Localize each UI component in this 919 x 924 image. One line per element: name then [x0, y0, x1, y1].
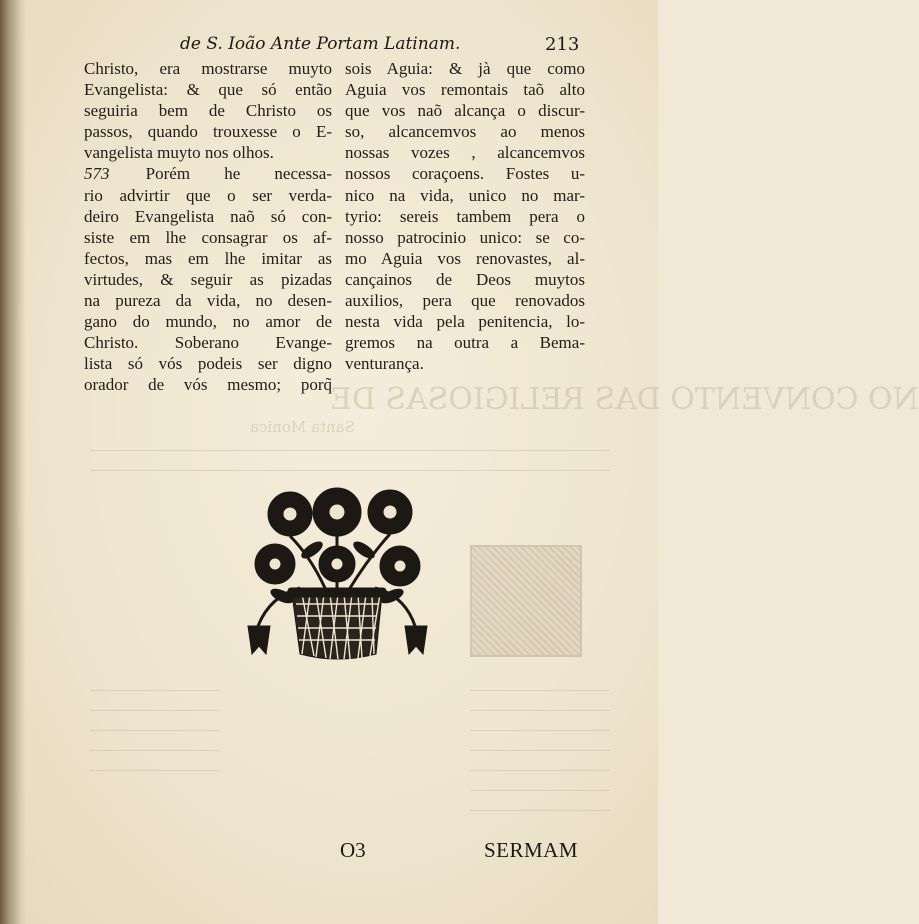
text-line: nossas vozes , alcancemvos	[345, 143, 585, 163]
text-line: so, alcancemvos ao menos	[345, 122, 585, 142]
bleed-through-text: Santa Monica	[250, 418, 355, 436]
text-line: lista só vós podeis ser digno	[84, 354, 332, 374]
binding-gutter	[0, 0, 26, 924]
text-line: nosso patrocinio unico: se co-	[345, 227, 585, 247]
catchword: SERMAM	[484, 838, 579, 862]
text-line: Evangelista: & que só então	[84, 80, 332, 100]
text-line: mo Aguia vos renovastes, al-	[345, 248, 585, 268]
paragraph-start-line	[84, 163, 332, 184]
running-title: de S. Ioão Ante Portam Latinam.	[180, 34, 461, 54]
left-text-column	[84, 58, 332, 396]
text-line: fectos, mas em lhe imitar as	[84, 248, 332, 268]
text-line: rio advirtir que o ser verda-	[84, 185, 332, 205]
text-line: gano do mundo, no amor de	[84, 312, 332, 332]
text-line: sois Aguia: & jà que como	[345, 59, 585, 78]
text-line: Christo. Soberano Evange-	[84, 333, 332, 353]
text-line: virtudes, & seguir as pizadas	[84, 269, 332, 289]
text-line: orador de vós mesmo; porq̃	[84, 375, 332, 395]
bleed-through-initial	[470, 545, 582, 657]
text-line: auxilios, pera que renovados	[345, 291, 585, 311]
text-line: seguiria bem de Christo os	[84, 101, 332, 121]
text-line: gremos na outra a Bema-	[345, 333, 585, 353]
running-header	[0, 34, 658, 58]
text-line: venturança.	[345, 354, 424, 374]
page-number: 213	[545, 34, 580, 55]
text-line: tyrio: sereis tambem pera o	[345, 206, 585, 226]
text-line: Aguia vos remontais taõ alto	[345, 80, 585, 100]
text-line: que vos naõ alcança o discur-	[345, 101, 585, 121]
text-line: vangelista muyto nos olhos.	[84, 143, 274, 163]
text-line: nesta vida pela penitencia, lo-	[345, 312, 585, 332]
right-text-column	[345, 58, 585, 374]
text-line: Christo, era mostrarse muyto	[84, 59, 332, 78]
text-line: passos, quando trouxesse o E-	[84, 122, 332, 142]
text-line: na pureza da vida, no desen-	[84, 291, 332, 311]
text-line: cançainos de Deos muytos	[345, 269, 585, 289]
text-line: deiro Evangelista naõ só con-	[84, 206, 332, 226]
signature-mark: O3	[340, 838, 366, 862]
paragraph-number: 573	[84, 164, 110, 184]
text-line: Porém he necessa-	[145, 164, 332, 184]
text-line: siste em lhe consagrar os af-	[84, 227, 332, 247]
text-line: nossos coraçoens. Fostes u-	[345, 164, 585, 184]
bleed-through-heading: NO CONVENTO DAS RELIGIOSAS DE	[330, 382, 919, 417]
text-line: nico na vida, unico no mar-	[345, 185, 585, 205]
flower-basket-woodcut-icon	[230, 476, 445, 668]
